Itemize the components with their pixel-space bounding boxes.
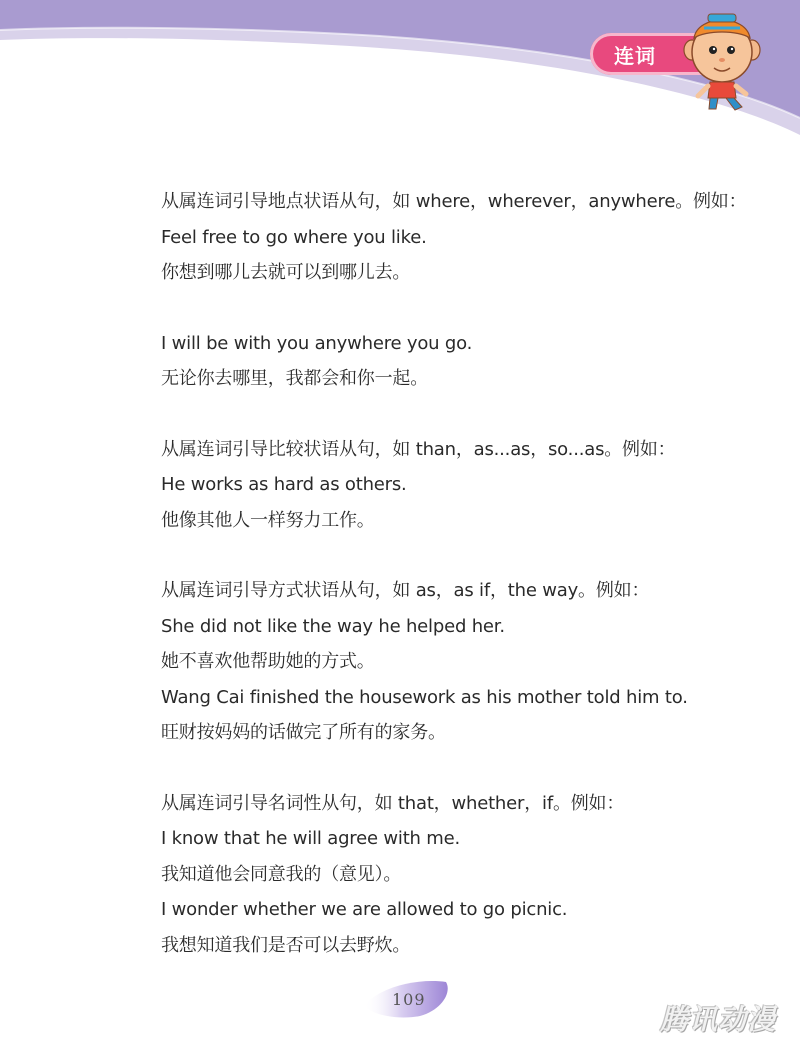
text-line: I wonder whether we are allowed to go picnic. <box>161 899 568 920</box>
paragraph-place-example-2 <box>161 326 781 397</box>
mascot-boy-icon <box>682 8 762 113</box>
text-line: She did not like the way he helped her. <box>161 615 505 637</box>
text-line: 从属连词引导名词性从句，如 that，whether，if。例如： <box>161 792 625 814</box>
text-line: 你想到哪儿去就可以到哪儿去。 <box>161 262 411 283</box>
content-body <box>161 184 781 963</box>
text-line: 我想知道我们是否可以去野炊。 <box>161 934 411 956</box>
page-number: 109 <box>392 990 426 1009</box>
paragraph-comparison-clause <box>161 432 781 539</box>
text-line: I know that he will agree with me. <box>161 828 461 849</box>
paragraph-manner-clause <box>161 573 781 751</box>
text-line: 从属连词引导地点状语从句，如 where，wherever，anywhere。例如： <box>161 191 747 212</box>
text-line: He works as hard as others. <box>161 474 407 495</box>
text-line: 他像其他人一样努力工作。 <box>161 509 375 531</box>
text-line: 我知道他会同意我的（意见）。 <box>161 863 402 885</box>
watermark: 腾讯动漫 <box>660 1003 777 1036</box>
text-line: Feel free to go where you like. <box>161 226 427 248</box>
text-line: 她不喜欢他帮助她的方式。 <box>161 651 375 672</box>
section-title: 连词 <box>614 44 656 68</box>
text-line: 旺财按妈妈的话做完了所有的家务。 <box>161 722 446 743</box>
text-line: I will be with you anywhere you go. <box>161 332 473 354</box>
header-band <box>0 0 800 150</box>
paragraph-noun-clause <box>161 786 781 964</box>
paragraph-place-clause <box>161 184 781 291</box>
text-line: 从属连词引导比较状语从句，如 than，as...as，so...as。例如： <box>161 438 676 460</box>
text-line: 无论你去哪里，我都会和你一起。 <box>161 368 428 389</box>
text-line: Wang Cai finished the housework as his mother told him to. <box>161 686 688 708</box>
text-line: 从属连词引导方式状语从句，如 as，as if，the way。例如： <box>161 580 650 601</box>
